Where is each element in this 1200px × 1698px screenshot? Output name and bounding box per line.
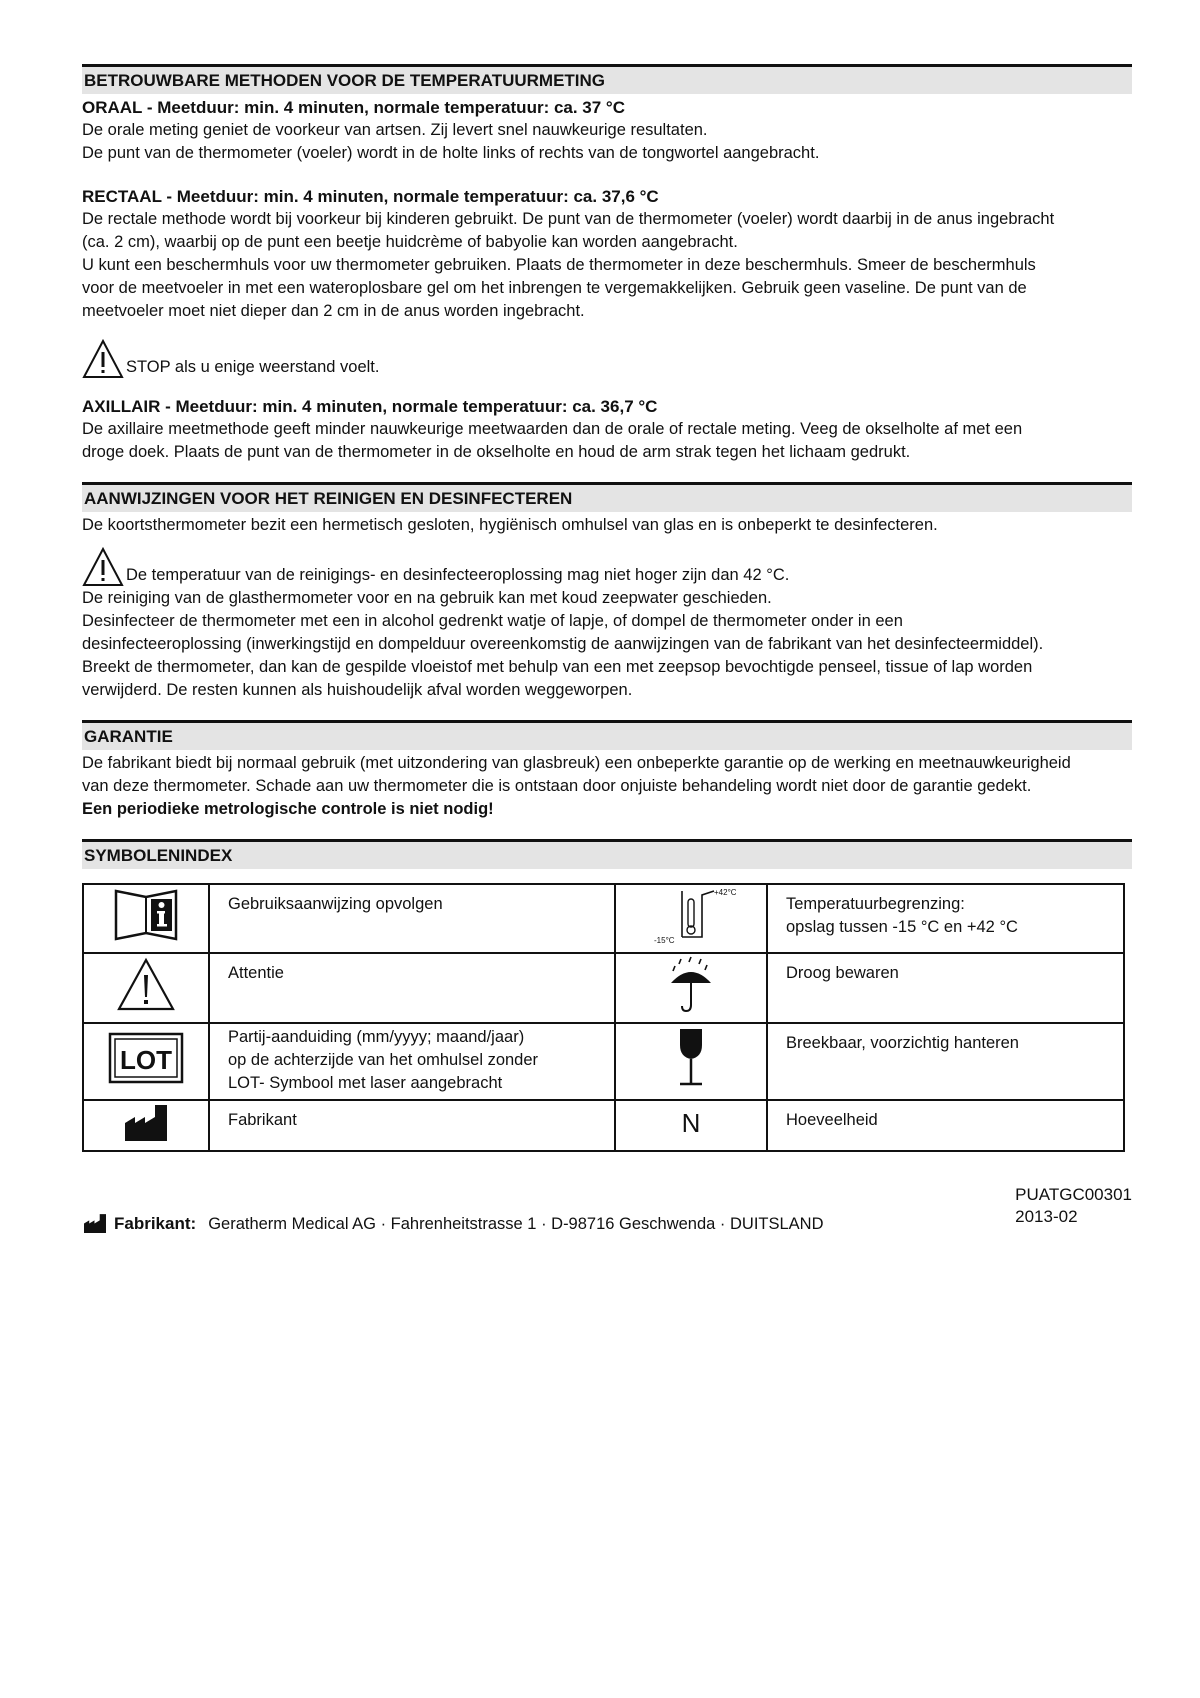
cleaning-intro: De koortsthermometer bezit een hermetisch gesloten, hygiënisch omhulsel van glas en is onbeperkt te desinfecteren. [82, 516, 938, 534]
warranty-line: De fabrikant biedt bij normaal gebruik (met uitzondering van glasbreuk) een onbeperkte garantie op de werking en meetnauwkeurigheid [82, 754, 1071, 772]
table-row [83, 884, 1124, 953]
symbol-cell [615, 1100, 767, 1151]
rectal-title: RECTAAL - Meetduur: min. 4 minuten, normale temperatuur: ca. 37,6 °C [82, 187, 659, 206]
manufacturer-factory-icon [82, 1212, 108, 1234]
oral-title: ORAAL - Meetduur: min. 4 minuten, normale temperatuur: ca. 37 °C [82, 98, 626, 117]
lot-icon [108, 1032, 184, 1084]
section-heading: BETROUWBARE METHODEN VOOR DE TEMPERATUURMETING [82, 64, 1132, 94]
table-row [83, 953, 1124, 1023]
symbol-description [209, 884, 615, 953]
warning-text: De temperatuur van de reinigings- en desinfecteeroplossing mag niet hoger zijn dan 42 °C. [126, 566, 790, 584]
rectal-line: voor de meetvoeler in met een wateroplosbare gel om het inbrengen te vergemakkelijken. Gebruik geen vaseline. De punt van de [82, 279, 1027, 297]
symbol-description [209, 953, 615, 1023]
oral-line: De orale meting geniet de voorkeur van artsen. Zij levert snel nauwkeurige resultaten. [82, 121, 708, 139]
symbol-text: Fabrikant [228, 1111, 297, 1129]
cleaning-line: Desinfecteer de thermometer met een in alcohol gedrenkt watje of lapje, of dompel de thermometer onder in een [82, 612, 903, 630]
warranty-line: van deze thermometer. Schade aan uw thermometer die is ontstaan door onjuiste behandeling wordt niet door de garantie gedekt. [82, 777, 1032, 795]
symbol-text: Breekbaar, voorzichtig hanteren [786, 1034, 1019, 1052]
symbol-text: Attentie [228, 964, 284, 982]
document-code [1015, 1184, 1132, 1228]
section-symbols [82, 839, 1132, 1152]
symbol-cell [83, 1100, 209, 1151]
cleaning-warning [82, 547, 1132, 587]
cleaning-line: Breekt de thermometer, dan kan de gespilde vloeistof met behulp van een met zeepsop bevochtigde penseel, tissue of lap worden [82, 658, 1033, 676]
cleaning-line: desinfecteeroplossing (inwerkingstijd en dompelduur overeenkomstig de aanwijzingen van de fabrikant van het desinfecteermiddel). [82, 635, 1044, 653]
section-heading: SYMBOLENINDEX [82, 839, 1132, 869]
manufacturer-factory-icon [123, 1101, 169, 1143]
temperature-limit-icon [646, 885, 736, 945]
symbol-cell [615, 953, 767, 1023]
section-methods [82, 64, 1132, 464]
symbol-description [767, 884, 1124, 953]
symbol-text: Temperatuurbegrenzing: [786, 895, 965, 913]
rectal-line: meetvoeler moet niet dieper dan 2 cm in de anus worden ingebracht. [82, 302, 585, 320]
symbol-table [82, 883, 1125, 1152]
section-cleaning [82, 482, 1132, 702]
warning-text: STOP als u enige weerstand voelt. [126, 358, 380, 376]
instruction-page [82, 64, 1132, 1170]
table-row [83, 1023, 1124, 1100]
rectal-line: U kunt een beschermhuls voor uw thermometer gebruiken. Plaats de thermometer in deze beschermhuls. Smeer de beschermhuls [82, 256, 1036, 274]
symbol-text: opslag tussen -15 °C en +42 °C [786, 918, 1018, 936]
footer [82, 1184, 1132, 1234]
manufacturer-line [82, 1212, 824, 1234]
temp-low-label: -15°C [654, 936, 675, 945]
lot-label: LOT [120, 1045, 172, 1075]
symbol-text: Hoeveelheid [786, 1111, 878, 1129]
symbol-text: op de achterzijde van het omhulsel zonder [228, 1051, 539, 1069]
caution-triangle-icon [116, 957, 176, 1013]
manufacturer-label: Fabrikant: [114, 1214, 197, 1233]
symbol-text: LOT- Symbool met laser aangebracht [228, 1074, 503, 1092]
symbol-description [209, 1023, 615, 1100]
axillary-line: droge doek. Plaats de punt van de thermometer in de okselholte en houd de arm strak tegen het lichaam gedrukt. [82, 443, 911, 461]
fragile-glass-icon [671, 1027, 711, 1089]
temp-high-label: +42°C [714, 888, 736, 897]
section-warranty [82, 720, 1132, 821]
symbol-cell [615, 1023, 767, 1100]
axillary-title: AXILLAIR - Meetduur: min. 4 minuten, normale temperatuur: ca. 36,7 °C [82, 397, 658, 416]
warning-triangle-icon [82, 339, 124, 379]
oral-line: De punt van de thermometer (voeler) wordt in de holte links of rechts van de tongwortel aangebracht. [82, 144, 820, 162]
symbol-text: Gebruiksaanwijzing opvolgen [228, 895, 443, 913]
cleaning-line: verwijderd. De resten kunnen als huishoudelijk afval worden weggeworpen. [82, 681, 633, 699]
symbol-cell [83, 953, 209, 1023]
symbol-text: Droog bewaren [786, 964, 899, 982]
instructions-book-icon [113, 887, 179, 943]
rectal-line: (ca. 2 cm), waarbij op de punt een beetje huidcrème of babyolie kan worden aangebracht. [82, 233, 738, 251]
warranty-bold-line: Een periodieke metrologische controle is niet nodig! [82, 800, 494, 818]
document-date: 2013-02 [1015, 1207, 1078, 1226]
cleaning-line: De reiniging van de glasthermometer voor en na gebruik kan met koud zeepwater geschieden. [82, 589, 772, 607]
warning-triangle-icon [82, 547, 124, 587]
document-code-number: PUATGC00301 [1015, 1185, 1132, 1204]
quantity-n-icon: N [681, 1108, 701, 1138]
table-row [83, 1100, 1124, 1151]
symbol-text: Partij-aanduiding (mm/yyyy; maand/jaar) [228, 1028, 525, 1046]
symbol-cell [615, 884, 767, 953]
manufacturer-address: Geratherm Medical AG · Fahrenheitstrasse 1 · D-98716 Geschwenda · DUITSLAND [208, 1215, 824, 1233]
keep-dry-umbrella-icon [661, 955, 721, 1015]
rectal-warning [82, 339, 1132, 379]
symbol-cell [83, 884, 209, 953]
symbol-description [767, 1023, 1124, 1100]
symbol-cell [83, 1023, 209, 1100]
symbol-description [767, 1100, 1124, 1151]
symbol-description [767, 953, 1124, 1023]
symbol-description [209, 1100, 615, 1151]
rectal-line: De rectale methode wordt bij voorkeur bij kinderen gebruikt. De punt van de thermometer (voeler) wordt daarbij in de anus ingebracht [82, 210, 1055, 228]
axillary-line: De axillaire meetmethode geeft minder nauwkeurige meetwaarden dan de orale of rectale meting. Veeg de okselholte af met een [82, 420, 1023, 438]
section-heading: AANWIJZINGEN VOOR HET REINIGEN EN DESINFECTEREN [82, 482, 1132, 512]
section-heading: GARANTIE [82, 720, 1132, 750]
